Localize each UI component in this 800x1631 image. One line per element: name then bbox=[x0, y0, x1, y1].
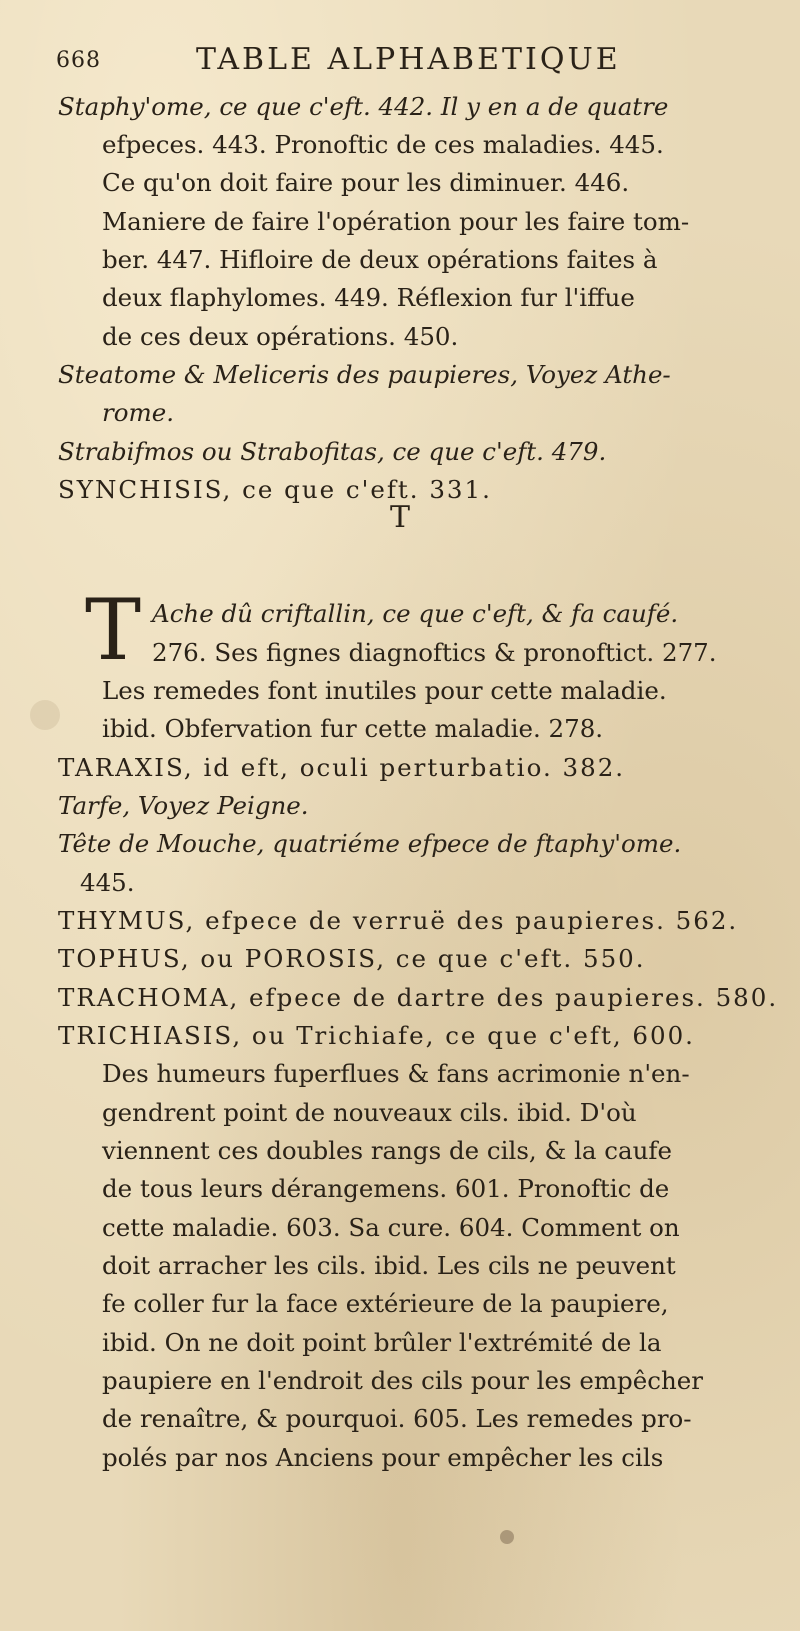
index-entry: TOPHUS, ou POROSIS, ce que c'eft. 550. bbox=[58, 944, 646, 973]
index-entry: THYMUS, efpece de verruë des paupieres. 562. bbox=[58, 906, 739, 935]
index-entry: Ache dû criftallin, ce que c'eft, & fa caufé. bbox=[152, 599, 679, 628]
index-entry: Ce qu'on doit faire pour les diminuer. 446. bbox=[102, 168, 630, 197]
index-entry: Tarfe, Voyez Peigne. bbox=[58, 791, 309, 820]
paper-stain bbox=[500, 1530, 514, 1544]
index-entry: de renaître, & pourquoi. 605. Les remedes pro- bbox=[102, 1404, 692, 1433]
drop-cap: T bbox=[84, 581, 142, 679]
index-entry: doit arracher les cils. ibid. Les cils ne peuvent bbox=[102, 1251, 676, 1280]
index-entry: Des humeurs fuperflues & fans acrimonie n'en- bbox=[102, 1059, 690, 1088]
index-entry: Staphy'ome, ce que c'eft. 442. Il y en a de quatre bbox=[58, 92, 669, 121]
index-entry: Strabifmos ou Strabofitas, ce que c'eft. 479. bbox=[58, 437, 607, 466]
index-entry: cette maladie. 603. Sa cure. 604. Comment on bbox=[102, 1213, 680, 1242]
index-entry: Maniere de faire l'opération pour les faire tom- bbox=[102, 207, 690, 236]
index-entry: TARAXIS, id eft, oculi perturbatio. 382. bbox=[58, 753, 626, 782]
index-entry: fe coller fur la face extérieure de la paupiere, bbox=[102, 1289, 669, 1318]
index-entry: deux flaphylomes. 449. Réflexion fur l'iffue bbox=[102, 283, 635, 312]
index-entry: 276. Ses fignes diagnoftics & pronoftict. 277. bbox=[152, 638, 717, 667]
index-entry: paupiere en l'endroit des cils pour les empêcher bbox=[102, 1366, 703, 1395]
page-header bbox=[56, 42, 756, 82]
index-entry: TRACHOMA, efpece de dartre des paupieres. 580. bbox=[58, 983, 779, 1012]
index-entry: Tête de Mouche, quatriéme efpece de ftaphy'ome. bbox=[58, 829, 682, 858]
index-entry: Les remedes font inutiles pour cette maladie. bbox=[102, 676, 667, 705]
index-entry: viennent ces doubles rangs de cils, & la caufe bbox=[102, 1136, 672, 1165]
index-entry: TRICHIASIS, ou Trichiafe, ce que c'eft, 600. bbox=[58, 1021, 695, 1050]
index-entry: ibid. On ne doit point brûler l'extrémité de la bbox=[102, 1328, 662, 1357]
page-title: TABLE ALPHABETIQUE bbox=[196, 42, 621, 77]
paper-stain bbox=[30, 700, 60, 730]
index-entry: 445. bbox=[80, 868, 135, 897]
index-entry: Steatome & Meliceris des paupieres, Voyez Athe- bbox=[58, 360, 671, 389]
index-entry: efpeces. 443. Pronoftic de ces maladies. 445. bbox=[102, 130, 664, 159]
index-entry: de ces deux opérations. 450. bbox=[102, 322, 459, 351]
index-entry: ibid. Obfervation fur cette maladie. 278. bbox=[102, 714, 604, 743]
page-number: 668 bbox=[56, 48, 101, 73]
section-letter: T bbox=[389, 500, 410, 535]
index-entry: ber. 447. Hifloire de deux opérations faites à bbox=[102, 245, 658, 274]
index-entry: SYNCHISIS, ce que c'eft. 331. bbox=[58, 475, 492, 504]
index-entry: de tous leurs dérangemens. 601. Pronoftic de bbox=[102, 1174, 670, 1203]
index-entry: rome. bbox=[102, 398, 174, 427]
index-entry: gendrent point de nouveaux cils. ibid. D'où bbox=[102, 1098, 637, 1127]
index-entry: polés par nos Anciens pour empêcher les cils bbox=[102, 1443, 664, 1472]
